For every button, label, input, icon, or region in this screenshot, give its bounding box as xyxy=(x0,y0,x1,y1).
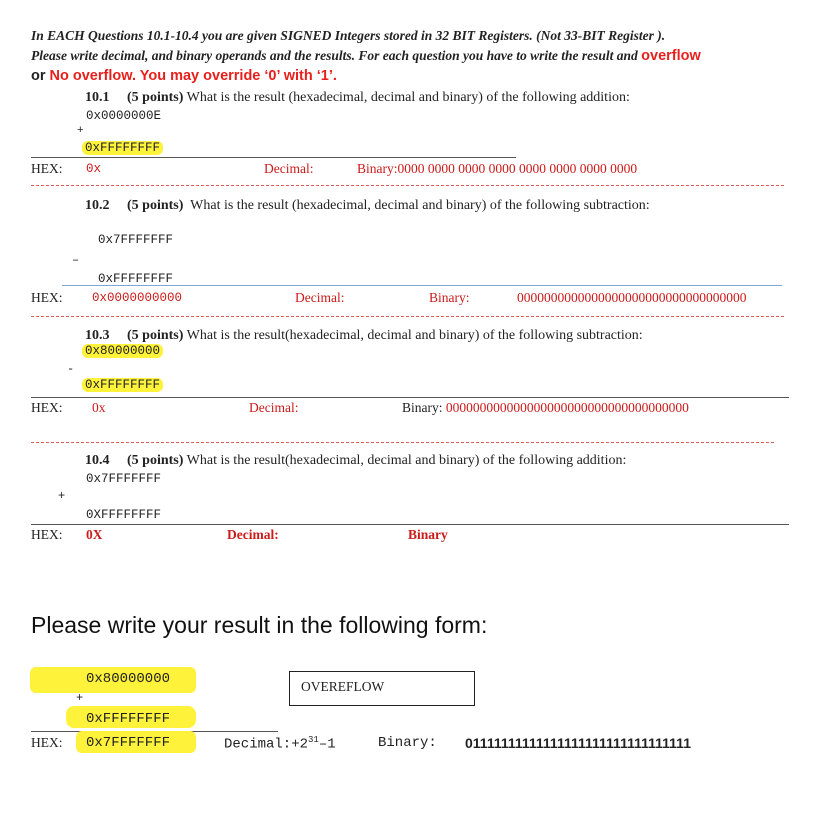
form-heading: Please write your result in the following form: xyxy=(31,612,488,638)
q1-decimal-label: Decimal: xyxy=(264,161,314,176)
q4-number: 10.4 xyxy=(85,453,110,468)
overflow-box-text: OVEREFLOW xyxy=(301,679,385,694)
intro-no-overflow: No overflow. You may override ‘0’ with ‘1’. xyxy=(49,68,337,84)
q2-hex-value: 0x0000000000 xyxy=(92,291,183,305)
form-hex-label: HEX: xyxy=(31,735,63,750)
q4-question: What is the result(hexadecimal, decimal and binary) of the following addition: xyxy=(186,453,627,468)
q3-binary-label: Binary: xyxy=(402,400,446,415)
q2-decimal-label: Decimal: xyxy=(295,290,345,305)
q1-points: (5 points) xyxy=(127,90,184,105)
q1-heading xyxy=(85,90,630,106)
q3-result-rule xyxy=(31,397,789,398)
q4-operator: + xyxy=(58,489,66,503)
divider-3 xyxy=(31,442,774,443)
q3-hex-value: 0x xyxy=(92,400,106,415)
q1-operand-2: 0xFFFFFFFF xyxy=(82,141,163,155)
intro-line-1: In EACH Questions 10.1-10.4 you are given SIGNED Integers stored in 32 BIT Registers. (Not 33-BIT Register ). xyxy=(31,28,666,43)
overflow-word: overflow xyxy=(641,48,701,64)
q2-question: What is the result (hexadecimal, decimal and binary) of the following subtraction: xyxy=(190,198,650,213)
q4-result-rule xyxy=(31,524,789,525)
q1-operand-1: 0x0000000E xyxy=(86,109,162,123)
q2-number: 10.2 xyxy=(85,198,110,213)
q3-hex-label: HEX: xyxy=(31,400,63,415)
q2-binary-value: 0000000000000000000000000000000000 xyxy=(517,290,747,305)
form-binary-value: 01111111111111111111111111111111 xyxy=(465,735,691,751)
q3-number: 10.3 xyxy=(85,328,110,343)
q3-binary-value: 000000000000000000000000000000000000 xyxy=(445,400,689,415)
q3-decimal-label: Decimal: xyxy=(249,400,299,415)
form-decimal-exponent: 31 xyxy=(308,735,319,745)
q3-binary xyxy=(402,400,689,416)
form-decimal-text: Decimal:+2 xyxy=(224,736,309,753)
q1-hex-value: 0x xyxy=(86,162,102,176)
q4-operand-1: 0x7FFFFFFF xyxy=(86,472,162,486)
q1-binary: Binary:0000 0000 0000 0000 0000 0000 0000 0000 xyxy=(357,161,638,176)
form-operand-1: 0x80000000 xyxy=(86,671,171,687)
form-decimal xyxy=(224,735,336,753)
overflow-box xyxy=(289,671,475,706)
form-operand-2: 0xFFFFFFFF xyxy=(86,711,171,727)
divider-2 xyxy=(31,316,784,317)
q2-result-rule xyxy=(62,285,782,286)
q3-heading xyxy=(85,328,643,344)
q1-hex-label: HEX: xyxy=(31,161,63,176)
form-decimal-tail: –1 xyxy=(318,736,336,753)
form-hex-value: 0x7FFFFFFF xyxy=(86,735,171,751)
q2-binary-label: Binary: xyxy=(429,290,470,305)
q2-operator: – xyxy=(72,253,80,267)
q3-operand-2: 0xFFFFFFFF xyxy=(82,378,163,392)
q1-question: What is the result (hexadecimal, decimal and binary) of the following addition: xyxy=(186,90,630,105)
q3-operand-1: 0x80000000 xyxy=(82,344,163,358)
q4-hex-value: 0X xyxy=(86,527,103,542)
q2-hex-label: HEX: xyxy=(31,290,63,305)
q4-decimal-label: Decimal: xyxy=(227,527,279,542)
intro-line-3 xyxy=(31,67,337,85)
q2-heading xyxy=(85,198,650,214)
q4-hex-label: HEX: xyxy=(31,527,63,542)
q2-points: (5 points) xyxy=(127,198,184,213)
q4-operand-2: 0XFFFFFFFF xyxy=(86,508,162,522)
q1-result-rule xyxy=(31,157,516,158)
q4-binary-label: Binary xyxy=(408,527,448,542)
intro-line-2-text: Please write decimal, and binary operands and the results. For each question you have to write the result and xyxy=(31,48,642,63)
q1-number: 10.1 xyxy=(85,90,110,105)
form-binary-label: Binary: xyxy=(378,735,437,751)
intro-line-2 xyxy=(31,47,701,65)
q3-points: (5 points) xyxy=(127,328,184,343)
q2-operand-1: 0x7FFFFFFF xyxy=(98,233,174,247)
q3-operator: - xyxy=(67,362,75,376)
q2-operand-2: 0xFFFFFFFF xyxy=(98,272,174,286)
form-operator: + xyxy=(76,691,84,705)
q4-points: (5 points) xyxy=(127,453,184,468)
q3-question: What is the result(hexadecimal, decimal and binary) of the following subtraction: xyxy=(186,328,643,343)
q1-operator: + xyxy=(77,125,84,137)
q4-heading xyxy=(85,453,626,469)
intro-or: or xyxy=(31,68,50,84)
divider-1 xyxy=(31,185,784,186)
